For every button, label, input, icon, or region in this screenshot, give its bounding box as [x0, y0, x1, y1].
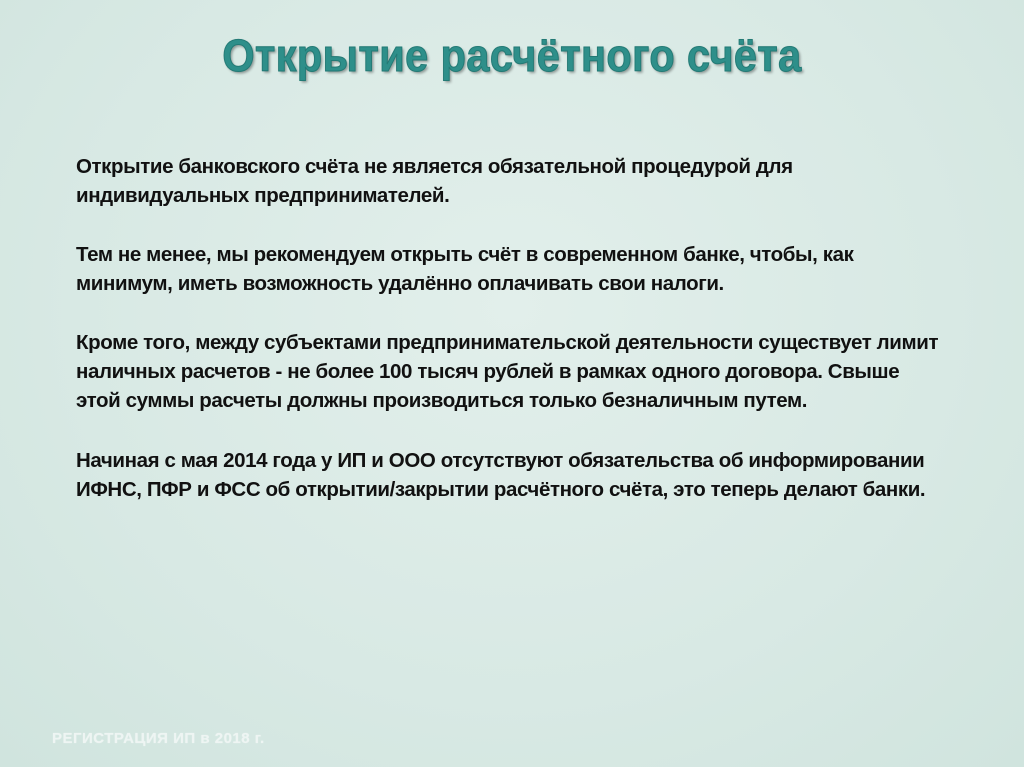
paragraph-notification-rules: Начиная с мая 2014 года у ИП и ООО отсутствуют обязательства об информировании ИФНС, ПФР и ФСС об открытии/закрытии расчётного счёта, это теперь делают банки.: [76, 449, 926, 501]
slide-title: Открытие расчётного счёта: [222, 30, 802, 81]
paragraph-bank-account-optional: Открытие банковского счёта не является обязательной процедурой для индивидуальных предпринимателей.: [76, 155, 793, 207]
paragraph-cash-limit: Кроме того, между субъектами предпринимательской деятельности существует лимит наличных расчетов - не более 100 тысяч рублей в рамках одного договора. Свыше этой суммы расчеты должны производиться только безналичным путем.: [76, 331, 939, 412]
paragraph-recommendation: Тем не менее, мы рекомендуем открыть счёт в современном банке, чтобы, как минимум, иметь возможность удалённо оплачивать свои налоги.: [76, 243, 854, 295]
slide-footer: РЕГИСТРАЦИЯ ИП в 2018 г.: [52, 730, 265, 747]
slide-body: [76, 152, 946, 534]
